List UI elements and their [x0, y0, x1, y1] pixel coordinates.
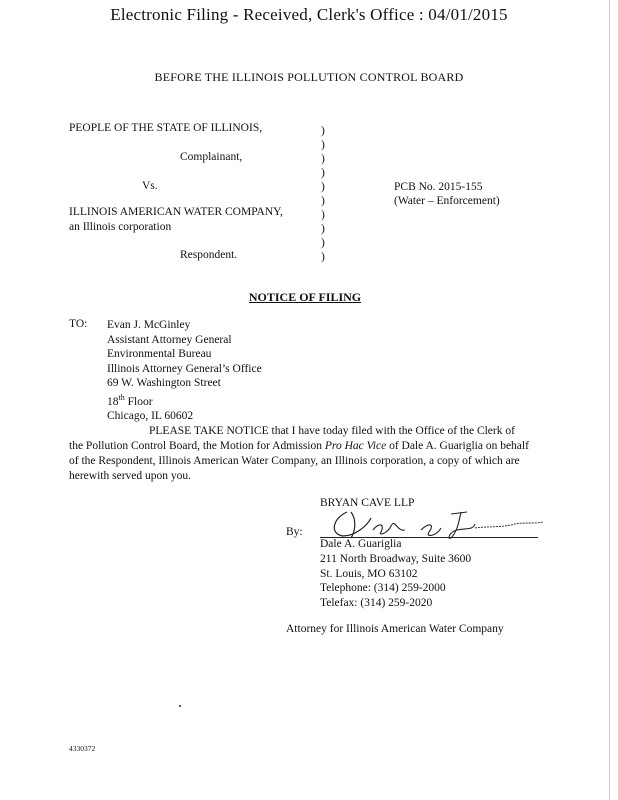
respondent-description: an Illinois corporation [69, 221, 172, 233]
floor-word: Floor [127, 395, 153, 408]
case-type: (Water – Enforcement) [394, 195, 500, 207]
floor-suffix: th [118, 392, 125, 402]
signer-address: 211 North Broadway, Suite 3600 [320, 552, 472, 565]
addressee-city: Chicago, IL 60602 [107, 409, 194, 422]
addressee-name: Evan J. McGinley [107, 319, 191, 331]
board-heading: BEFORE THE ILLINOIS POLLUTION CONTROL BOARD [154, 70, 464, 84]
signature-stroke [449, 512, 475, 538]
scan-edge-line [609, 0, 610, 800]
signer-city: St. Louis, MO 63102 [320, 567, 418, 580]
signature-stroke [475, 522, 543, 528]
by-label: By: [286, 526, 303, 538]
complainant-name: PEOPLE OF THE STATE OF ILLINOIS, [69, 122, 263, 134]
signer-block [320, 537, 471, 611]
addressee-street: 69 W. Washington Street [107, 377, 221, 389]
notice-caps: PLEASE TAKE NOTICE [149, 425, 269, 437]
to-label: TO: [69, 318, 88, 330]
notice-paragraph [69, 424, 529, 484]
addressee-office: Illinois Attorney General’s Office [107, 362, 262, 375]
complainant-role: Complainant, [180, 151, 243, 163]
filing-stamp: Electronic Filing - Received, Clerk's Office : 04/01/2015 [110, 5, 508, 24]
caption-paren: ) [321, 167, 325, 179]
notice-italic: Pro Hac Vice [324, 440, 387, 452]
attorney-for: Attorney for Illinois American Water Company [286, 623, 504, 635]
document-id: 4330372 [69, 744, 96, 753]
addressee-title: Assistant Attorney General [107, 333, 232, 346]
caption-paren: ) [321, 251, 325, 263]
addressee-block [107, 318, 262, 423]
caption-paren: ) [321, 237, 325, 249]
signer-phone: Telephone: (314) 259-2000 [320, 582, 446, 595]
caption-paren: ) [321, 223, 325, 235]
signer-name: Dale A. Guariglia [320, 538, 402, 550]
floor-number: 18 [107, 395, 119, 408]
case-number: PCB No. 2015-155 [394, 181, 483, 193]
signer-fax: Telefax: (314) 259-2020 [320, 597, 433, 610]
notice-text-2: of Dale A. Guariglia on behalf of the Respondent, Illinois American Water Company, an Illinois corporation, a copy of which are herewith served upon you. [69, 440, 529, 482]
notice-title: NOTICE OF FILING [248, 290, 362, 304]
versus-label: Vs. [142, 180, 158, 192]
respondent-role: Respondent. [180, 249, 238, 261]
caption-paren: ) [321, 195, 325, 207]
notice-text-1: that I have today filed with the Office of the Clerk of the Pollution Control Board, the Motion for Admission [69, 425, 515, 452]
caption-paren: ) [321, 139, 325, 151]
caption-paren: ) [321, 181, 325, 193]
firm-name: BRYAN CAVE LLP [320, 497, 415, 509]
signature-stroke [373, 524, 405, 534]
addressee-floor [107, 391, 262, 409]
caption-paren: ) [321, 209, 325, 221]
respondent-name: ILLINOIS AMERICAN WATER COMPANY, [69, 206, 283, 218]
scan-speck [179, 705, 181, 707]
addressee-bureau: Environmental Bureau [107, 348, 212, 360]
caption-paren: ) [321, 125, 325, 137]
signature-stroke [421, 525, 441, 536]
caption-paren: ) [321, 153, 325, 165]
